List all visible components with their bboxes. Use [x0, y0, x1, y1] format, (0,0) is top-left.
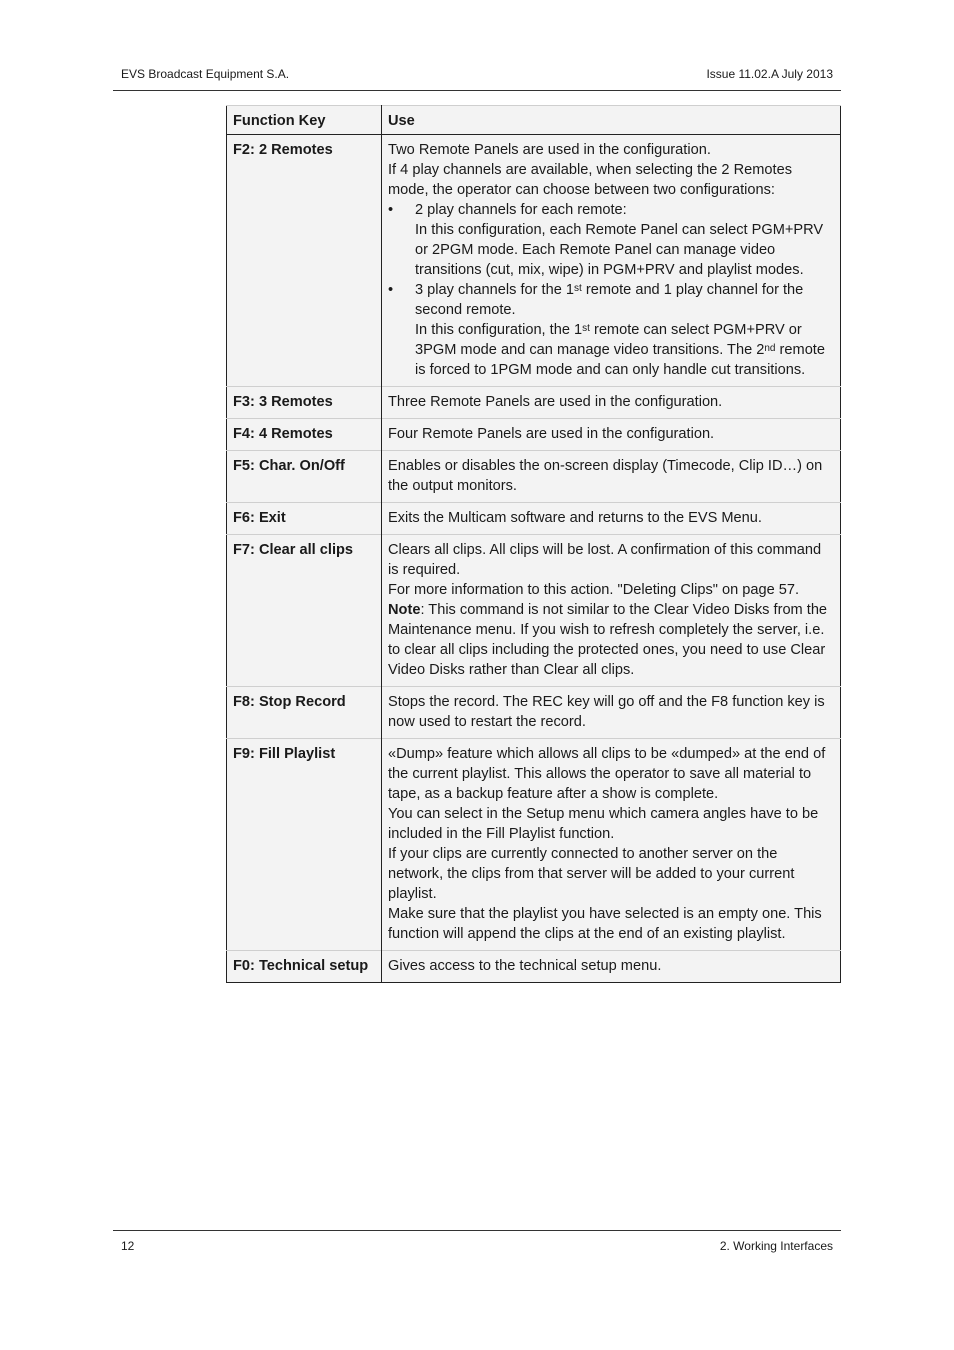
superscript: nd: [764, 343, 776, 354]
use-text: Three Remote Panels are used in the configuration.: [388, 394, 723, 410]
column-header-function-key: Function Key: [227, 106, 382, 135]
function-key-f6: F6: Exit: [227, 503, 382, 535]
use-f8: [382, 687, 841, 739]
table-row: [227, 951, 841, 983]
function-key-f3: F3: 3 Remotes: [227, 387, 382, 419]
use-text: Exits the Multicam software and returns to the EVS Menu.: [388, 510, 762, 526]
function-key-table: [226, 105, 841, 983]
bullet-body: [415, 320, 834, 380]
header-issue: Issue 11.02.A July 2013: [706, 67, 833, 81]
note-label: Note: [388, 602, 421, 618]
function-key-f7: F7: Clear all clips: [227, 535, 382, 687]
use-text: «Dump» feature which allows all clips to be «dumped» at the end of the current playlist. This allows the operator to save all material to tape, as a backup feature after a show is complete.: [388, 746, 826, 802]
page-number: 12: [121, 1239, 135, 1253]
text-part: 3 play channels for the 1: [415, 282, 575, 298]
use-f4: [382, 419, 841, 451]
use-text: Enables or disables the on-screen display (Timecode, Clip ID…) on the output monitors.: [388, 458, 823, 494]
use-text: Four Remote Panels are used in the configuration.: [388, 426, 715, 442]
header-company: EVS Broadcast Equipment S.A.: [121, 67, 290, 81]
use-text: You can select in the Setup menu which camera angles have to be included in the Fill Playlist function.: [388, 806, 819, 842]
footer-chapter: 2. Working Interfaces: [719, 1239, 833, 1253]
superscript: st: [574, 283, 582, 294]
function-key-f8: F8: Stop Record: [227, 687, 382, 739]
note-text: [388, 600, 834, 680]
use-text: Stops the record. The REC key will go off and the F8 function key is now used to restart the record.: [388, 694, 825, 730]
use-text: Two Remote Panels are used in the configuration.: [388, 142, 711, 158]
text-part: In this configuration, the 1: [415, 322, 583, 338]
use-text: If your clips are currently connected to another server on the network, the clips from that server will be added to your current playlist.: [388, 846, 795, 902]
use-text: Make sure that the playlist you have selected is an empty one. This function will append the clips at the end of an existing playlist.: [388, 906, 822, 942]
bullet-body: In this configuration, each Remote Panel can select PGM+PRV or 2PGM mode. Each Remote Panel can manage video transitions (cut, mix, wipe) in PGM+PRV and playlist modes.: [415, 222, 824, 278]
text-part: remote is forced to 1PGM mode and can only handle cut transitions.: [415, 342, 825, 378]
text-part: remote and 1 play channel for the second remote.: [415, 282, 804, 318]
function-key-f5: F5: Char. On/Off: [227, 451, 382, 503]
use-text: Gives access to the technical setup menu.: [388, 958, 662, 974]
table-row: [227, 387, 841, 419]
use-f5: [382, 451, 841, 503]
superscript: st: [582, 323, 590, 334]
table-row: [227, 687, 841, 739]
table-header-row: [227, 106, 841, 135]
use-f2: [382, 135, 841, 387]
use-text: For more information to this action. "Deleting Clips" on page 57.: [388, 582, 800, 598]
table-row: [227, 739, 841, 951]
function-key-f9: F9: Fill Playlist: [227, 739, 382, 951]
use-f6: [382, 503, 841, 535]
page-header: [113, 66, 841, 91]
function-key-f4: F4: 4 Remotes: [227, 419, 382, 451]
use-f0: [382, 951, 841, 983]
bullet-list: [388, 200, 834, 380]
use-text: If 4 play channels are available, when selecting the 2 Remotes mode, the operator can choose between two configurations:: [388, 162, 793, 198]
page-footer: [113, 1230, 841, 1255]
note-body: : This command is not similar to the Clear Video Disks from the Maintenance menu. If you wish to refresh completely the server, i.e. to clear all clips including the protected ones, you need to use Clear Video Disks rather than Clear all clips.: [388, 602, 828, 678]
use-text: Clears all clips. All clips will be lost. A confirmation of this command is required.: [388, 542, 822, 578]
table-row: [227, 135, 841, 387]
column-header-use: Use: [382, 106, 841, 135]
text-part: remote can select PGM+PRV or 3PGM mode and can manage video transitions. The 2: [415, 322, 802, 358]
bullet-lead: [415, 280, 834, 320]
use-f9: [382, 739, 841, 951]
use-f7: [382, 535, 841, 687]
list-item: [388, 280, 834, 380]
list-item: [388, 200, 834, 280]
table-row: [227, 419, 841, 451]
bullet-lead: • 2 play channels for each remote:: [415, 202, 627, 218]
table-row: [227, 535, 841, 687]
function-key-f0: F0: Technical setup: [227, 951, 382, 983]
table-row: [227, 451, 841, 503]
table-row: [227, 503, 841, 535]
function-key-f2: F2: 2 Remotes: [227, 135, 382, 387]
use-f3: [382, 387, 841, 419]
